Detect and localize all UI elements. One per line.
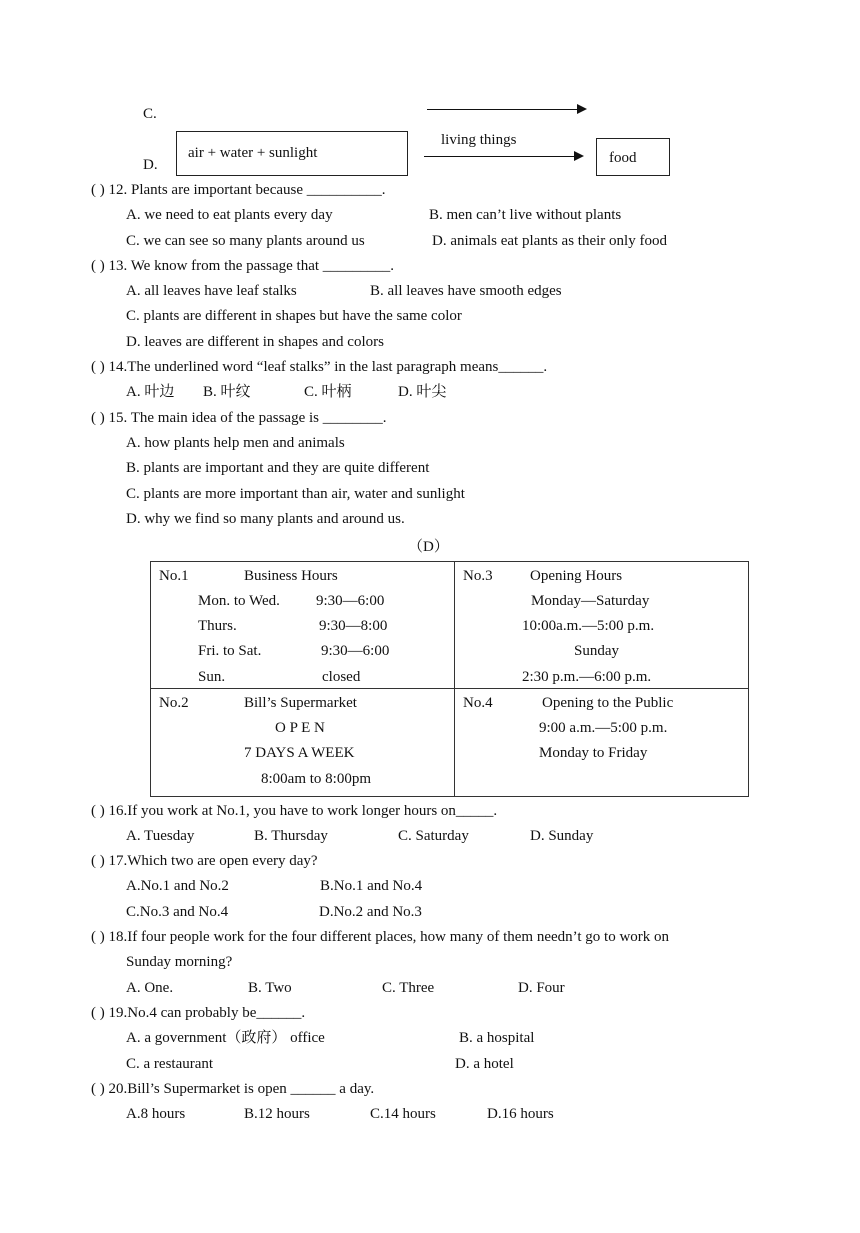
no4-line-1: Monday to Friday [539, 745, 648, 761]
q15-option-d: D. why we find so many plants and around us. [126, 511, 405, 527]
q20-option-c: C.14 hours [370, 1106, 436, 1122]
section-title: （D） [408, 539, 449, 555]
no4-line-0: 9:00 a.m.—5:00 p.m. [539, 720, 668, 736]
q18-option-a: A. One. [126, 980, 174, 996]
q14-option-d: D. 叶尖 [398, 384, 447, 400]
q16-option-c: C. Saturday [398, 828, 469, 844]
q13-option-c: C. plants are different in shapes but have the same color [126, 308, 462, 324]
no2-title: Bill’s Supermarket [244, 695, 357, 711]
q14-option-c: C. 叶柄 [304, 384, 352, 400]
no3-line-3: 2:30 p.m.—6:00 p.m. [522, 669, 652, 685]
no2-line-2: 8:00am to 8:00pm [261, 771, 371, 787]
q19-option-d: D. a hotel [455, 1056, 514, 1072]
q20-option-b: B.12 hours [244, 1106, 310, 1122]
hours-table [150, 561, 749, 797]
table-divider-vertical [454, 562, 455, 796]
no1-label: No.1 [159, 568, 189, 584]
no1-day-0: Mon. to Wed. [198, 593, 280, 609]
q12-option-b: B. men can’t live without plants [429, 207, 622, 223]
no1-time-2: 9:30—6:00 [321, 643, 390, 659]
no3-line-2: Sunday [574, 643, 619, 659]
q17-stem: ( ) 17.Which two are open every day? [91, 853, 318, 869]
q13-option-a: A. all leaves have leaf stalks [126, 283, 297, 299]
q12-option-c: C. we can see so many plants around us [126, 233, 365, 249]
q19-stem: ( ) 19.No.4 can probably be______. [91, 1005, 306, 1021]
q15-stem: ( ) 15. The main idea of the passage is ________. [91, 410, 387, 426]
q13-option-d: D. leaves are different in shapes and colors [126, 334, 384, 350]
q19-option-a: A. a government（政府） office [126, 1030, 325, 1046]
q18-stem-continued: Sunday morning? [126, 954, 233, 970]
q17-option-d: D.No.2 and No.3 [319, 904, 422, 920]
q20-option-d: D.16 hours [487, 1106, 554, 1122]
q20-option-a: A.8 hours [126, 1106, 186, 1122]
q15-option-c: C. plants are more important than air, water and sunlight [126, 486, 465, 502]
option-d-label: D. [143, 157, 158, 173]
no4-label: No.4 [463, 695, 493, 711]
q17-option-b: B.No.1 and No.4 [320, 878, 423, 894]
output-text: food [609, 150, 637, 166]
arrow-label: living things [441, 132, 517, 148]
option-c-label: C. [143, 106, 157, 122]
q17-option-a: A.No.1 and No.2 [126, 878, 229, 894]
q14-option-a: A. 叶边 [126, 384, 175, 400]
no3-line-1: 10:00a.m.—5:00 p.m. [522, 618, 655, 634]
inputs-text: air + water + sunlight [188, 145, 318, 161]
q18-option-b: B. Two [248, 980, 292, 996]
no1-time-1: 9:30—8:00 [319, 618, 388, 634]
arrow-d [424, 156, 574, 157]
q15-option-a: A. how plants help men and animals [126, 435, 345, 451]
no2-line-1: 7 DAYS A WEEK [244, 745, 355, 761]
q18-option-c: C. Three [382, 980, 435, 996]
no1-time-0: 9:30—6:00 [316, 593, 385, 609]
q14-stem: ( ) 14.The underlined word “leaf stalks” in the last paragraph means______. [91, 359, 548, 375]
no1-day-3: Sun. [198, 669, 226, 685]
q16-stem: ( ) 16.If you work at No.1, you have to work longer hours on_____. [91, 803, 498, 819]
no3-title: Opening Hours [530, 568, 623, 584]
q20-stem: ( ) 20.Bill’s Supermarket is open ______ a day. [91, 1081, 375, 1097]
arrow-c [427, 109, 577, 110]
q19-option-c: C. a restaurant [126, 1056, 214, 1072]
arrow-c-head [577, 104, 587, 114]
q17-option-c: C.No.3 and No.4 [126, 904, 229, 920]
q12-option-a: A. we need to eat plants every day [126, 207, 333, 223]
no1-title: Business Hours [244, 568, 338, 584]
q12-option-d: D. animals eat plants as their only food [432, 233, 667, 249]
no1-day-2: Fri. to Sat. [198, 643, 262, 659]
q13-stem: ( ) 13. We know from the passage that _________. [91, 258, 395, 274]
q16-option-a: A. Tuesday [126, 828, 195, 844]
q18-stem: ( ) 18.If four people work for the four different places, how many of them needn’t go to work on [91, 929, 670, 945]
no4-title: Opening to the Public [542, 695, 674, 711]
inputs-box [176, 131, 408, 176]
q13-option-b: B. all leaves have smooth edges [370, 283, 562, 299]
q16-option-d: D. Sunday [530, 828, 594, 844]
no2-line-0: O P E N [275, 720, 325, 736]
no2-label: No.2 [159, 695, 189, 711]
no1-day-1: Thurs. [198, 618, 237, 634]
q12-stem: ( ) 12. Plants are important because __________. [91, 182, 386, 198]
q16-option-b: B. Thursday [254, 828, 328, 844]
no3-label: No.3 [463, 568, 493, 584]
q18-option-d: D. Four [518, 980, 565, 996]
q15-option-b: B. plants are important and they are quite different [126, 460, 430, 476]
output-box [596, 138, 670, 176]
no1-time-3: closed [322, 669, 361, 685]
no3-line-0: Monday—Saturday [531, 593, 650, 609]
table-divider-horizontal [151, 688, 748, 689]
q19-option-b: B. a hospital [459, 1030, 535, 1046]
arrow-d-head [574, 151, 584, 161]
q14-option-b: B. 叶纹 [203, 384, 251, 400]
